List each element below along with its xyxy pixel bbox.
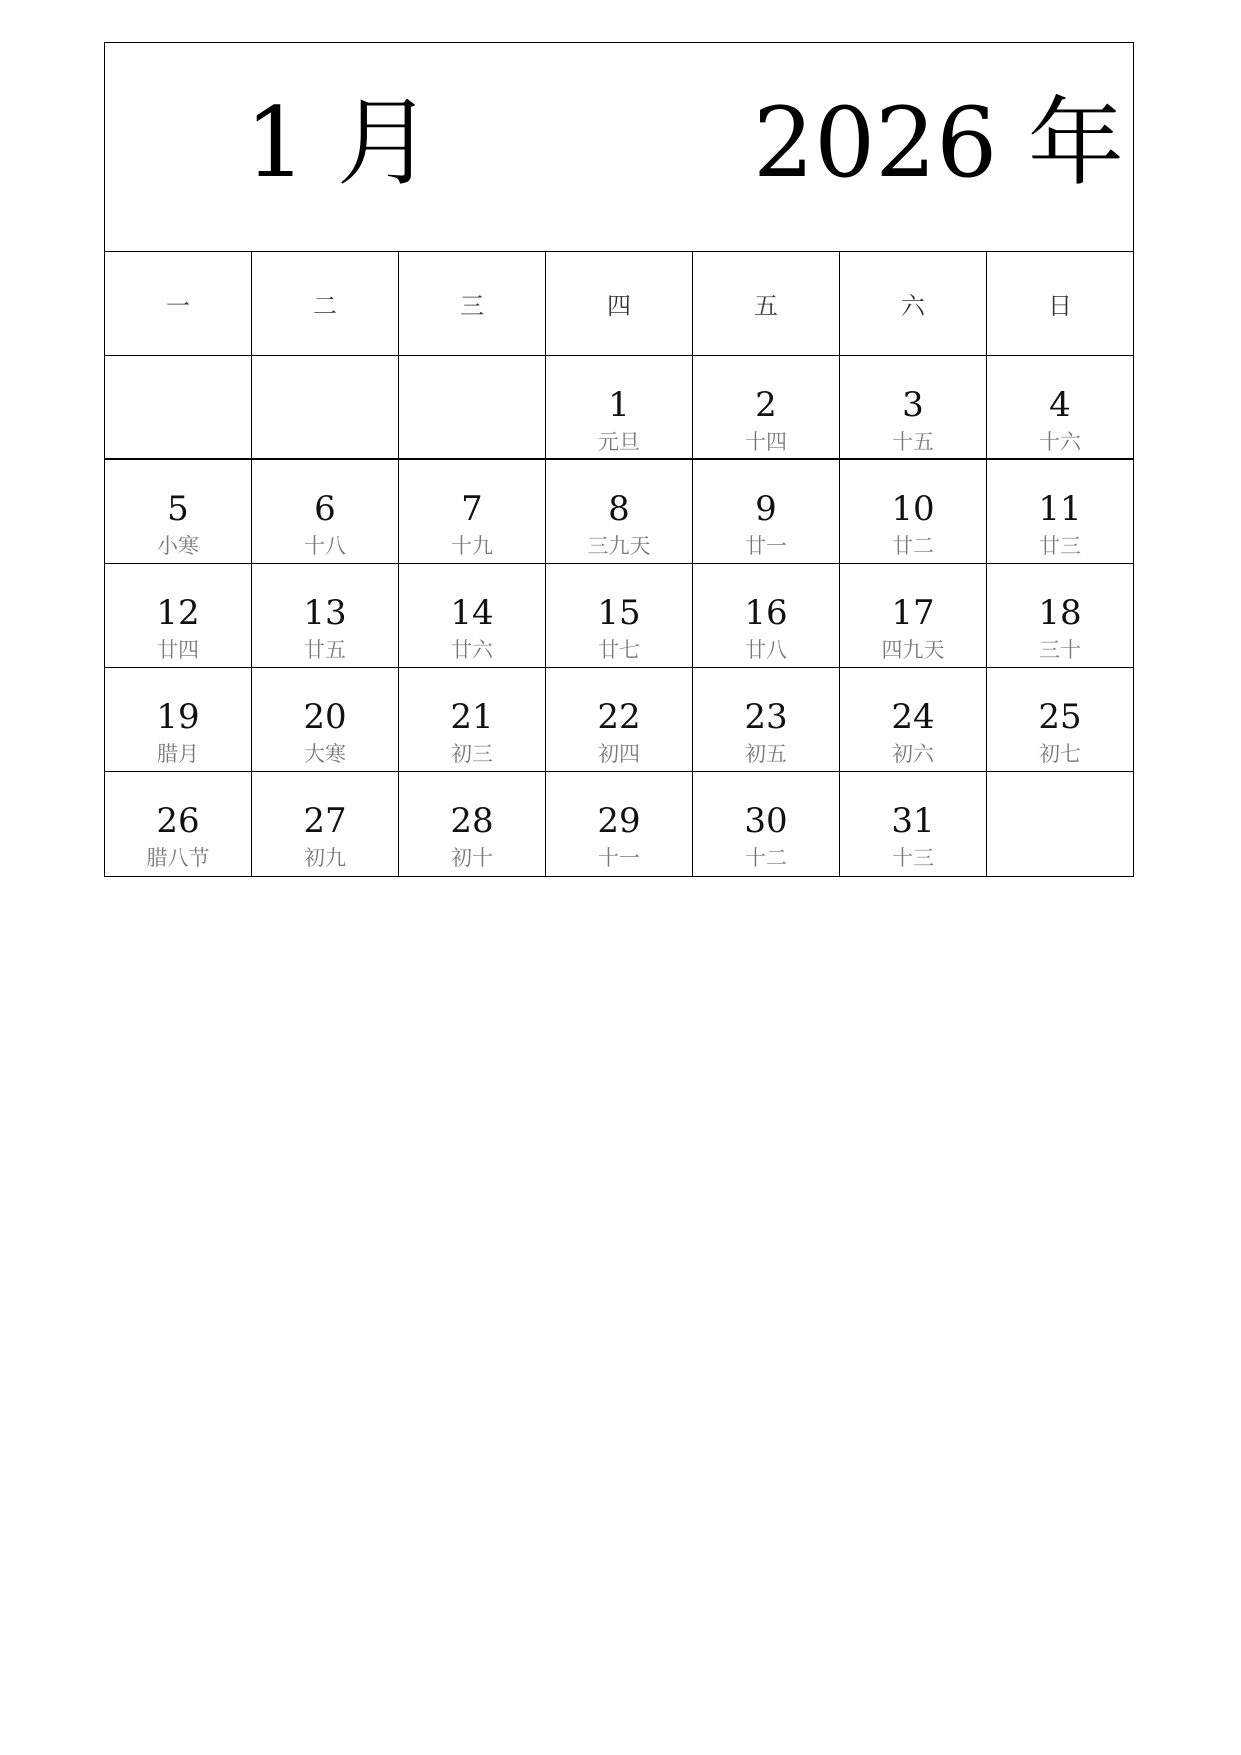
lunar-label: 初六 [892, 742, 934, 766]
lunar-label: 十六 [1039, 430, 1081, 454]
day-number: 29 [597, 801, 641, 841]
day-cell [693, 356, 840, 458]
calendar-grid [104, 42, 1134, 877]
day-number: 25 [1038, 697, 1082, 737]
weekday-label: 四 [607, 292, 631, 320]
day-cell [546, 564, 693, 667]
lunar-label: 腊八节 [146, 846, 210, 870]
day-cell [546, 772, 693, 876]
lunar-label: 初三 [451, 742, 493, 766]
weekday-cell [399, 252, 546, 355]
day-cell [987, 668, 1133, 771]
day-cell [399, 564, 546, 667]
lunar-label: 廿二 [892, 534, 934, 558]
day-number: 17 [891, 593, 935, 633]
day-number: 12 [156, 593, 200, 633]
day-cell [546, 668, 693, 771]
lunar-label: 十五 [892, 430, 934, 454]
lunar-label: 初五 [745, 742, 787, 766]
day-number: 20 [303, 697, 347, 737]
day-number: 7 [461, 489, 483, 529]
day-cell [693, 668, 840, 771]
day-number: 16 [744, 593, 788, 633]
lunar-label: 小寒 [157, 534, 199, 558]
day-cell [252, 772, 399, 876]
weekday-label: 六 [901, 292, 925, 320]
weekday-label: 日 [1048, 292, 1072, 320]
day-cell [693, 564, 840, 667]
weekday-cell [105, 252, 252, 355]
day-cell [987, 460, 1133, 563]
lunar-label: 十四 [745, 430, 787, 454]
day-cell [399, 668, 546, 771]
week-row [105, 564, 1133, 668]
day-number: 1 [608, 385, 630, 425]
weekday-cell [840, 252, 987, 355]
day-cell [693, 772, 840, 876]
week-row [105, 460, 1133, 564]
day-number: 11 [1038, 489, 1082, 529]
weekday-label: 三 [460, 292, 484, 320]
week-row [105, 668, 1133, 772]
empty-day-cell [252, 356, 399, 458]
weekday-label: 二 [313, 292, 337, 320]
day-number: 4 [1049, 385, 1071, 425]
day-cell [252, 564, 399, 667]
lunar-label: 十八 [304, 534, 346, 558]
day-cell [252, 668, 399, 771]
lunar-label: 廿七 [598, 638, 640, 662]
day-cell [840, 564, 987, 667]
empty-day-cell [987, 772, 1133, 876]
day-cell [840, 668, 987, 771]
lunar-label: 大寒 [304, 742, 346, 766]
lunar-label: 廿六 [451, 638, 493, 662]
day-number: 10 [891, 489, 935, 529]
weekday-label: 五 [754, 292, 778, 320]
day-cell [546, 460, 693, 563]
lunar-label: 初四 [598, 742, 640, 766]
weekday-cell [987, 252, 1133, 355]
year-title: 2026 年 [753, 87, 1124, 199]
day-number: 18 [1038, 593, 1082, 633]
day-cell [840, 460, 987, 563]
day-cell [105, 772, 252, 876]
day-number: 28 [450, 801, 494, 841]
day-cell [840, 772, 987, 876]
lunar-label: 初十 [451, 846, 493, 870]
day-number: 26 [156, 801, 200, 841]
day-cell [546, 356, 693, 458]
day-cell [399, 772, 546, 876]
lunar-label: 廿三 [1039, 534, 1081, 558]
day-cell [105, 460, 252, 563]
day-cell [987, 564, 1133, 667]
lunar-label: 廿八 [745, 638, 787, 662]
lunar-label: 四九天 [881, 638, 945, 662]
lunar-label: 初七 [1039, 742, 1081, 766]
day-number: 30 [744, 801, 788, 841]
lunar-label: 廿一 [745, 534, 787, 558]
lunar-label: 初九 [304, 846, 346, 870]
empty-day-cell [105, 356, 252, 458]
day-number: 13 [303, 593, 347, 633]
day-number: 22 [597, 697, 641, 737]
day-cell [252, 460, 399, 563]
day-cell [840, 356, 987, 458]
lunar-label: 元旦 [598, 430, 640, 454]
lunar-label: 廿四 [157, 638, 199, 662]
lunar-label: 腊月 [157, 742, 199, 766]
day-number: 3 [902, 385, 924, 425]
lunar-label: 十二 [745, 846, 787, 870]
weekday-cell [546, 252, 693, 355]
day-number: 5 [167, 489, 189, 529]
day-number: 19 [156, 697, 200, 737]
day-cell [987, 356, 1133, 458]
day-number: 31 [891, 801, 935, 841]
day-number: 9 [755, 489, 777, 529]
day-cell [105, 564, 252, 667]
weeks-container [105, 356, 1133, 876]
weekday-row [105, 252, 1133, 356]
day-number: 24 [891, 697, 935, 737]
week-row [105, 772, 1133, 876]
day-number: 27 [303, 801, 347, 841]
day-number: 2 [755, 385, 777, 425]
lunar-label: 十一 [598, 846, 640, 870]
lunar-label: 廿五 [304, 638, 346, 662]
lunar-label: 十三 [892, 846, 934, 870]
lunar-label: 十九 [451, 534, 493, 558]
lunar-label: 三十 [1039, 638, 1081, 662]
calendar-header [105, 43, 1133, 252]
lunar-label: 三九天 [587, 534, 651, 558]
day-number: 21 [450, 697, 494, 737]
day-cell [399, 460, 546, 563]
day-number: 15 [597, 593, 641, 633]
day-cell [105, 668, 252, 771]
weekday-label: 一 [166, 292, 190, 320]
day-number: 8 [608, 489, 630, 529]
empty-day-cell [399, 356, 546, 458]
weekday-cell [252, 252, 399, 355]
day-number: 14 [450, 593, 494, 633]
weekday-cell [693, 252, 840, 355]
day-number: 6 [314, 489, 336, 529]
day-cell [693, 460, 840, 563]
month-title: 1 月 [245, 87, 433, 199]
day-number: 23 [744, 697, 788, 737]
week-row [105, 356, 1133, 460]
